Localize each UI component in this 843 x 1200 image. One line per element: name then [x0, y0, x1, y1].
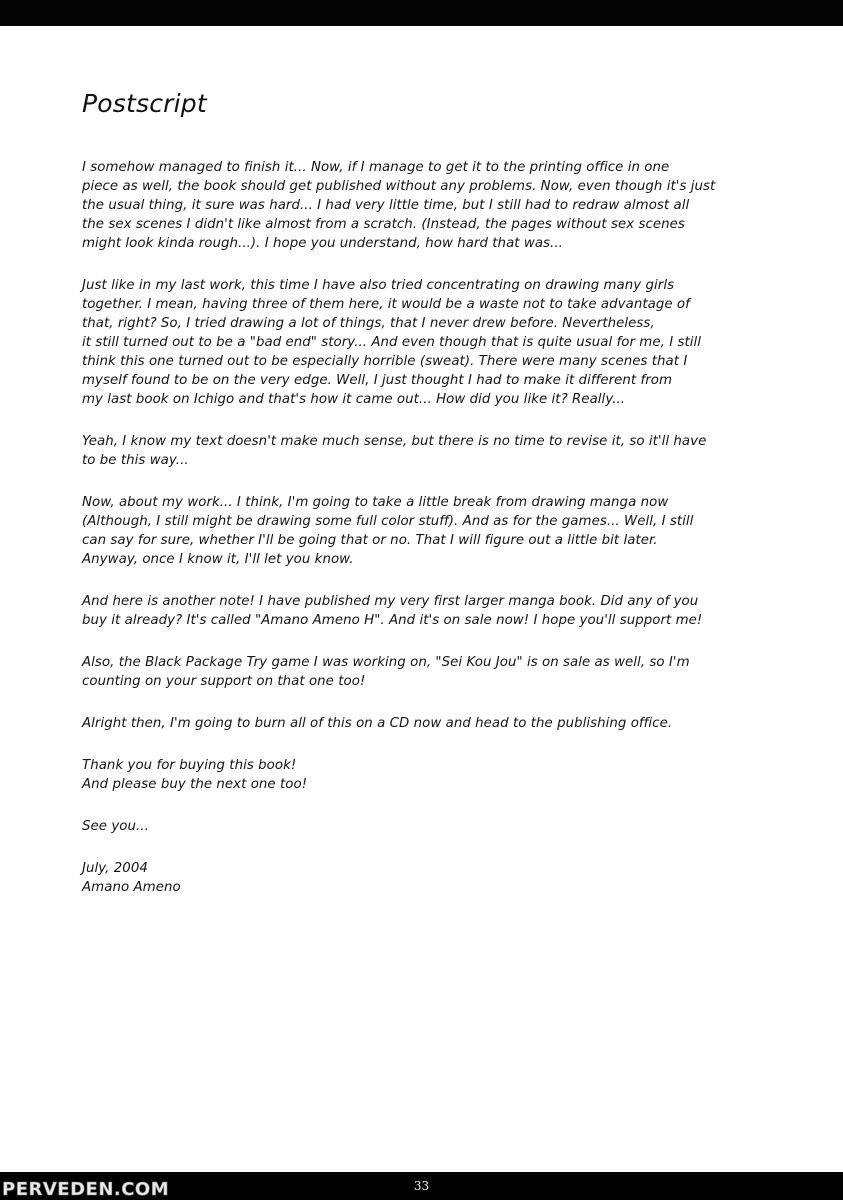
- text-line: buy it already? It's called "Amano Ameno H". And it's on sale now! I hope you'll support me!: [82, 613, 703, 628]
- paragraph-text-note: [82, 432, 782, 470]
- text-line: it still turned out to be a "bad end" story... And even though that is quite usual for me, I still: [82, 335, 702, 350]
- watermark-logo: PERVEDEN.COM: [2, 1179, 170, 1200]
- text-line: I somehow managed to finish it... Now, if I manage to get it to the printing office in one: [82, 160, 670, 175]
- text-line: Also, the Black Package Try game I was working on, "Sei Kou Jou" is on sale as well, so I'm: [82, 655, 690, 670]
- paragraph-manga-book: [82, 592, 782, 630]
- paragraph-thanks: [82, 756, 782, 794]
- signature-block: [82, 859, 782, 897]
- text-line: to be this way...: [82, 453, 189, 468]
- text-line: See you...: [82, 819, 149, 834]
- top-black-band: [0, 0, 843, 26]
- text-line: Alright then, I'm going to burn all of this on a CD now and head to the publishing office.: [82, 716, 673, 731]
- text-line: Just like in my last work, this time I have also tried concentrating on drawing many girls: [82, 278, 675, 293]
- text-line: And here is another note! I have published my very first larger manga book. Did any of you: [82, 594, 699, 609]
- text-line: the sex scenes I didn't like almost from a scratch. (Instead, the pages without sex scenes: [82, 217, 685, 232]
- text-line: the usual thing, it sure was hard... I had very little time, but I still had to redraw almost all: [82, 198, 690, 213]
- text-line: my last book on Ichigo and that's how it came out... How did you like it? Really...: [82, 392, 626, 407]
- paragraph-game-support: [82, 653, 782, 691]
- paragraph-story-notes: [82, 276, 782, 409]
- paragraph-finishing-book: [82, 158, 782, 253]
- postscript-body: [82, 158, 782, 897]
- postscript-page: [82, 88, 782, 920]
- text-line: might look kinda rough...). I hope you understand, how hard that was...: [82, 236, 563, 251]
- paragraph-farewell: [82, 817, 782, 836]
- paragraph-publishing-office: [82, 714, 782, 733]
- text-line: myself found to be on the very edge. Well, I just thought I had to make it different from: [82, 373, 673, 388]
- page-title: Postscript: [82, 89, 207, 118]
- text-line: can say for sure, whether I'll be going that or no. That I will figure out a little bit later.: [82, 533, 658, 548]
- text-line: Yeah, I know my text doesn't make much sense, but there is no time to revise it, so it'll have: [82, 434, 707, 449]
- text-line: together. I mean, having three of them here, it would be a waste not to take advantage of: [82, 297, 690, 312]
- date-line: July, 2004: [82, 861, 148, 876]
- text-line: think this one turned out to be especially horrible (sweat). There were many scenes that I: [82, 354, 688, 369]
- author-name: Amano Ameno: [82, 880, 181, 895]
- text-line: counting on your support on that one too!: [82, 674, 366, 689]
- text-line: And please buy the next one too!: [82, 777, 308, 792]
- text-line: Anyway, once I know it, I'll let you know.: [82, 552, 354, 567]
- page-number: 33: [413, 1179, 430, 1193]
- paragraph-work-break: [82, 493, 782, 569]
- text-line: (Although, I still might be drawing some full color stuff). And as for the games... Well, I still: [82, 514, 694, 529]
- text-line: Thank you for buying this book!: [82, 758, 297, 773]
- text-line: that, right? So, I tried drawing a lot of things, that I never drew before. Nevertheless,: [82, 316, 655, 331]
- text-line: Now, about my work... I think, I'm going to take a little break from drawing manga now: [82, 495, 669, 510]
- text-line: piece as well, the book should get published without any problems. Now, even though it's just: [82, 179, 716, 194]
